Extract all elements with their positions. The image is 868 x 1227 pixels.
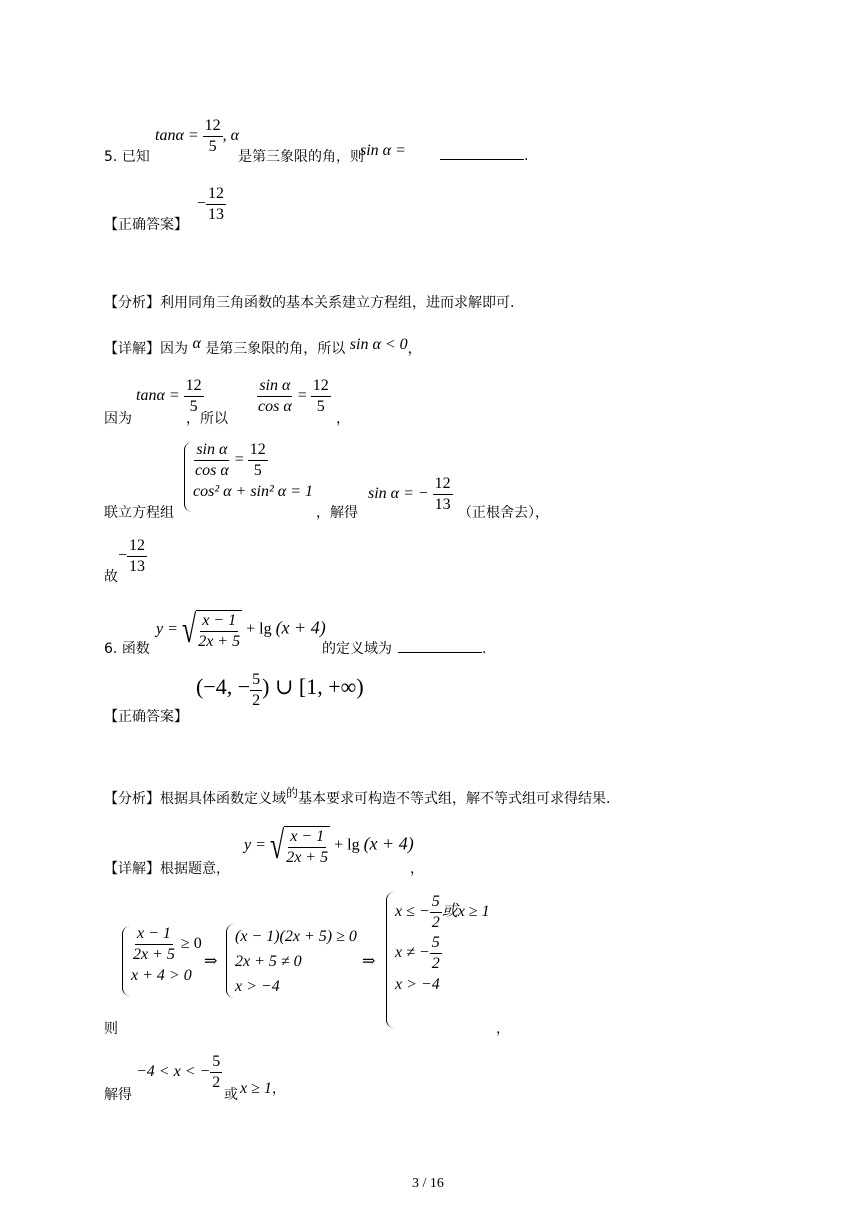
a6-label: 【正确答案】 xyxy=(104,709,188,725)
detail6-system1: $\frac{x - 1}{2x + 5}$ ≥ 0 x + 4 > 0 xyxy=(122,926,202,996)
detail5-because: 因为 xyxy=(104,411,132,427)
detail6-label: 【详解】根据题意， xyxy=(104,861,230,877)
detail5-ratio: $\frac{\text{sin α}}{\text{cos α}}$ = $\frac{12}{5}$ xyxy=(258,377,329,415)
detail6-solved: 解得 xyxy=(104,1087,132,1103)
page-number: 3 / 16 xyxy=(412,1176,444,1191)
detail6-result-b: x ≥ 1， xyxy=(240,1080,286,1097)
q5-tan-condition: tanα = $\frac{12}{5}$ , α xyxy=(155,117,240,155)
detail6-comma: ， xyxy=(410,861,424,877)
q5-tan-fraction: $\frac{12}{5}$ xyxy=(204,117,221,155)
detail6-system2: (x − 1)(2x + 5) ≥ 0 2x + 5 ≠ 0 x > −4 xyxy=(226,924,357,998)
analysis6-text: 【分析】根据具体函数定义域的基本要求可构造不等式组，解不等式组可求得结果. xyxy=(104,786,611,807)
detail6-function: y = √ $\frac{x - 1}{2x + 5}$ + lg (x + 4) xyxy=(244,823,414,867)
q6-answer-blank: . xyxy=(398,638,486,657)
q5-number: 5. 已知 xyxy=(104,149,150,165)
detail6-comma2: ， xyxy=(496,1021,510,1037)
detail6-or: 或 xyxy=(224,1087,238,1103)
q6-function: y = √ $\frac{x - 1}{2x + 5}$ + lg (x + 4) xyxy=(156,607,326,651)
detail5-system-label: 联立方程组 xyxy=(104,505,174,521)
detail5-solution: sin α = − $\frac{12}{13}$ xyxy=(368,475,451,513)
detail5-line1: 【详解】因为 α 是第三象限的角，所以 sin α < 0， xyxy=(104,335,422,357)
detail6-then: 则 xyxy=(104,1021,118,1037)
q6-domain-text: 的定义域为 xyxy=(322,641,392,657)
q5-quadrant-text: 是第三象限的角，则 xyxy=(238,149,364,165)
detail5-final-fraction: − $\frac{12}{13}$ xyxy=(118,537,146,575)
q5-sin-expr: sin α = xyxy=(360,142,406,159)
detail5-so: ，所以 xyxy=(186,411,228,427)
q5-answer-blank: . xyxy=(440,145,528,164)
detail6-arrow1: ⇒ xyxy=(204,953,218,970)
detail5-solve: ，解得 xyxy=(316,505,358,521)
detail6-arrow2: ⇒ xyxy=(362,953,376,970)
a5-answer-fraction: − $\frac{12}{13}$ xyxy=(197,185,225,223)
q6-number: 6. 函数 xyxy=(104,641,150,657)
detail5-therefore: 故 xyxy=(104,569,118,585)
detail5-comma2: ， xyxy=(336,411,350,427)
detail5-tan-fraction: tanα = $\frac{12}{5}$ xyxy=(136,377,202,415)
a5-label: 【正确答案】 xyxy=(104,217,188,233)
detail6-system3: x ≤ − $\frac{5}{2}$ 或x ≥ 1 x ≠ − $\frac{5}{2}$ x > −4 xyxy=(386,892,490,1028)
detail5-note: （正根舍去）， xyxy=(458,505,549,521)
detail5-equation-system: $\frac{\text{sin α}}{\text{cos α}}$ = $\frac{12}{5}$ cos² α + sin² α = 1 xyxy=(184,442,313,512)
analysis5-text: 【分析】利用同角三角函数的基本关系建立方程组，进而求解即可. xyxy=(104,295,515,311)
detail6-result: −4 < x < − $\frac{5}{2}$ xyxy=(136,1053,221,1091)
a6-answer-interval: (−4, − $\frac{5}{2}$ ) ∪ [1, +∞) xyxy=(196,671,364,709)
